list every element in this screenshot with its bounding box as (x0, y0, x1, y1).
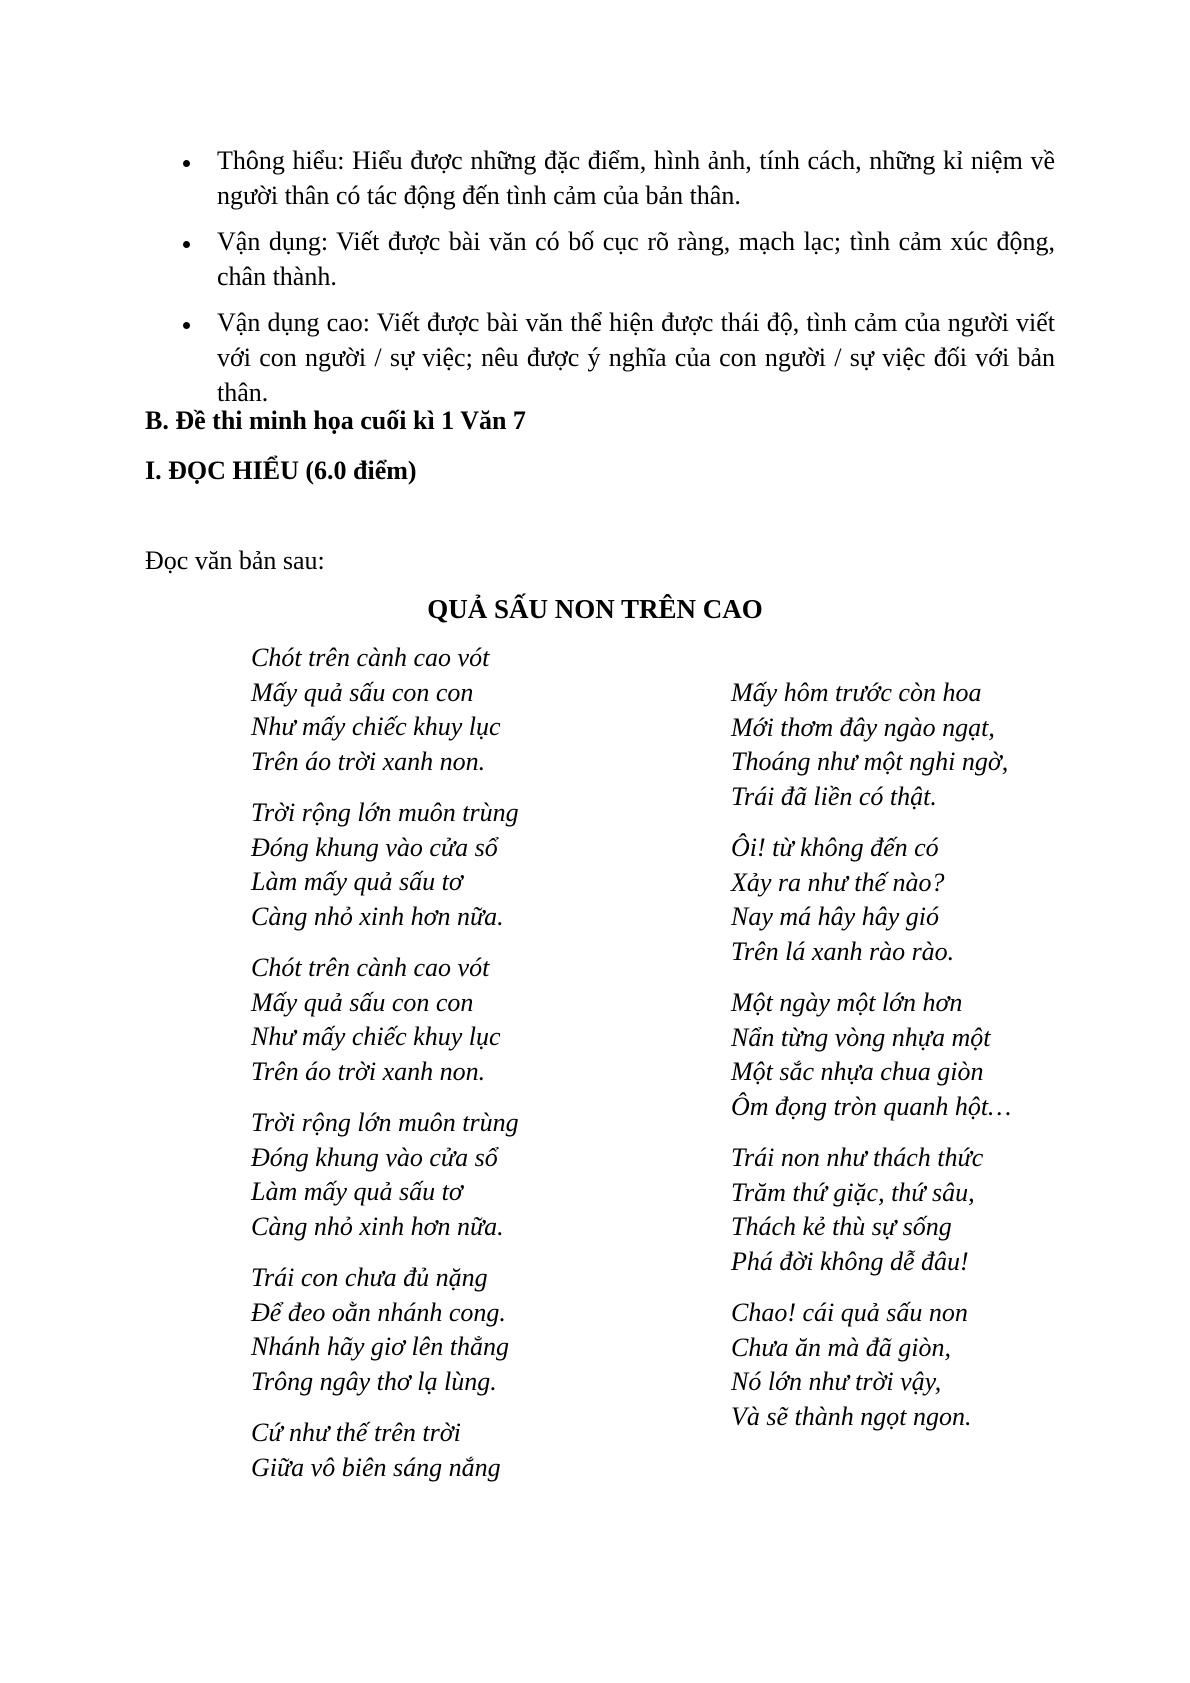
bullet-icon (183, 322, 190, 329)
poem-line: Trời rộng lớn muôn trùng (251, 798, 519, 827)
poem-line: Trăm thứ giặc, thứ sâu, (731, 1177, 975, 1207)
objective-item (185, 224, 1055, 294)
poem-line: Mấy quả sấu con con (251, 677, 474, 707)
poem-line: Thoáng như một nghi ngờ, (731, 747, 1009, 776)
poem-line: Trái con chưa đủ nặng (251, 1263, 488, 1292)
poem-stanza (731, 676, 1151, 814)
poem-stanza (251, 1106, 671, 1244)
poem-line: Trời rộng lớn muôn trùng (251, 1108, 519, 1137)
part-1-heading: I. ĐỌC HIỂU (6.0 điểm) (145, 456, 417, 485)
poem-line: Chót trên cành cao vót (251, 643, 490, 672)
poem-left-column (251, 641, 671, 1502)
poem-stanza (731, 1141, 1151, 1279)
poem-line: Nay má hây hây gió (731, 902, 939, 931)
poem-line: Chao! cái quả sấu non (731, 1298, 968, 1327)
poem-line: Mới thơm đây ngào ngạt, (731, 712, 995, 742)
poem-line: Trên áo trời xanh non. (251, 746, 486, 776)
poem-line: Xảy ra như thế nào? (731, 867, 945, 897)
objective-text: Thông hiểu: Hiểu được những đặc điểm, hình ảnh, tính cách, những kỉ niệm về người thân có tác động đến tình cảm của bản thân. (217, 146, 1055, 210)
poem-line: Mấy quả sấu con con (251, 987, 474, 1017)
poem-line: Chưa ăn mà đã giòn, (731, 1332, 952, 1362)
poem-stanza (251, 951, 671, 1089)
poem-title: QUẢ SẤU NON TRÊN CAO (427, 594, 763, 624)
poem-stanza (251, 1416, 671, 1485)
poem-line: Làm mấy quả sấu tơ (251, 1177, 463, 1206)
poem-line: Giữa vô biên sáng nắng (251, 1452, 501, 1482)
poem-line: Cứ như thế trên trời (251, 1418, 461, 1447)
poem-stanza (731, 986, 1151, 1124)
poem-line: Phá đời không dễ đâu! (731, 1246, 969, 1276)
objective-item (185, 143, 1055, 213)
poem-line: Trên lá xanh rào rào. (731, 936, 955, 966)
poem-stanza (731, 1296, 1151, 1434)
poem-stanza (251, 796, 671, 934)
poem-right-column (731, 676, 1151, 1451)
poem-line: Như mấy chiếc khuy lục (251, 1022, 501, 1051)
objectives-list (185, 143, 1055, 421)
bullet-icon (183, 241, 190, 248)
poem-line: Một sắc nhựa chua giòn (731, 1057, 984, 1086)
objective-text: Vận dụng: Viết được bài văn có bố cục rõ ràng, mạch lạc; tình cảm xúc động, chân thành. (217, 227, 1055, 291)
poem-line: Nhánh hãy giơ lên thẳng (251, 1332, 509, 1361)
poem-line: Nó lớn như trời vậy, (731, 1367, 942, 1396)
poem-line: Ôm đọng tròn quanh hột… (731, 1091, 1012, 1121)
poem-line: Thách kẻ thù sự sống (731, 1212, 952, 1241)
poem-line: Một ngày một lớn hơn (731, 988, 963, 1017)
poem-line: Trái đã liền có thật. (731, 781, 937, 811)
poem-line: Mấy hôm trước còn hoa (731, 678, 982, 707)
poem-stanza (251, 1261, 671, 1399)
poem-stanza (251, 641, 671, 779)
section-b-heading: B. Đề thi minh họa cuối kì 1 Văn 7 (145, 406, 526, 435)
poem-line: Để đeo oằn nhánh cong. (251, 1297, 506, 1327)
poem-line: Trên áo trời xanh non. (251, 1056, 486, 1086)
bullet-icon (183, 160, 190, 167)
poem-line: Trái non như thách thức (731, 1143, 984, 1172)
poem-line: Trông ngây thơ lạ lùng. (251, 1366, 497, 1396)
poem-line: Nẩn từng vòng nhựa một (731, 1022, 991, 1052)
poem-line: Và sẽ thành ngọt ngon. (731, 1401, 972, 1431)
poem-line: Làm mấy quả sấu tơ (251, 867, 463, 896)
objective-text: Vận dụng cao: Viết được bài văn thể hiện được thái độ, tình cảm của người viết với con người / sự việc; nêu được ý nghĩa của con người / sự việc đối với bản thân. (217, 308, 1055, 407)
poem-line: Càng nhỏ xinh hơn nữa. (251, 901, 504, 931)
poem-stanza (731, 831, 1151, 969)
poem-line: Đóng khung vào cửa sổ (251, 832, 498, 862)
poem-line: Đóng khung vào cửa sổ (251, 1142, 498, 1172)
intro-text: Đọc văn bản sau: (145, 546, 325, 575)
poem-line: Như mấy chiếc khuy lục (251, 712, 501, 741)
poem-line: Càng nhỏ xinh hơn nữa. (251, 1211, 504, 1241)
objective-item (185, 305, 1055, 410)
poem-line: Ôi! từ không đến có (731, 833, 939, 862)
poem-line: Chót trên cành cao vót (251, 953, 490, 982)
